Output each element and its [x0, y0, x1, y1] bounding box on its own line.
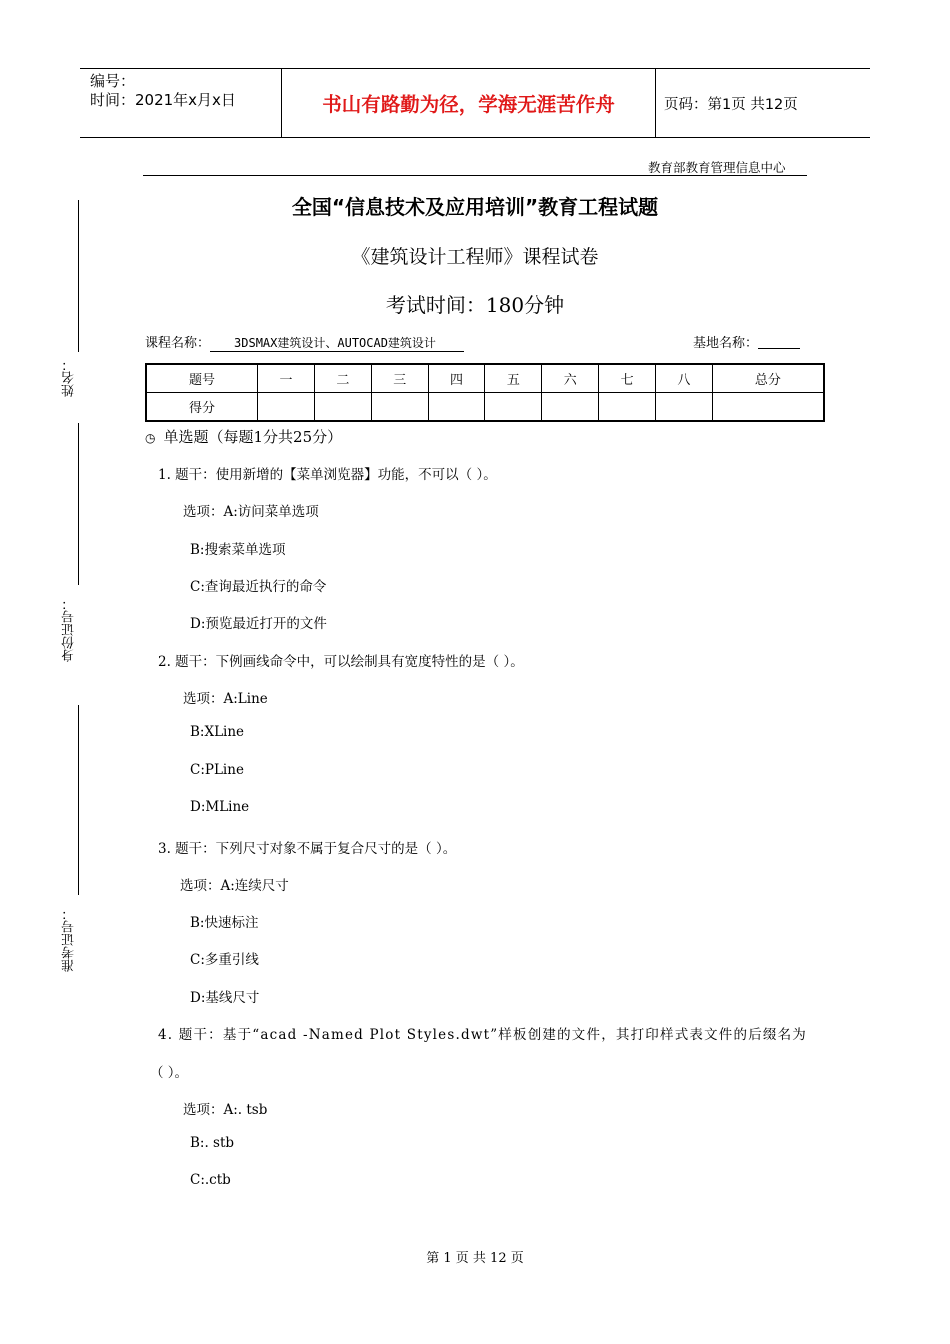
question-option: 选项：A:. tsb: [183, 1102, 268, 1118]
score-input-cell[interactable]: [712, 393, 824, 422]
question-stem: 3. 题干：下列尺寸对象不属于复合尺寸的是（ ）。: [158, 841, 457, 857]
score-table-cell: 题号: [146, 364, 258, 393]
section-heading: [145, 426, 342, 447]
score-table-cell: 总分: [712, 364, 824, 393]
question-option: 选项：A:访问菜单选项: [183, 504, 319, 520]
question-stem: 1. 题干：使用新增的【菜单浏览器】功能，不可以（ ）。: [158, 467, 497, 483]
base-blank: [758, 334, 800, 349]
side-name-label: [60, 355, 90, 400]
header-meta: [90, 72, 236, 110]
question-option: C:.ctb: [190, 1172, 231, 1188]
score-table-cell: 三: [371, 364, 428, 393]
question-stem: 4. 题干：基于“acad -Named Plot Styles.dwt”样板创建的文件，其打印样式表文件的后缀名为: [158, 1027, 808, 1043]
score-input-cell[interactable]: [599, 393, 656, 422]
question-stem: 2. 题干：下例画线命令中，可以绘制具有宽度特性的是（ ）。: [158, 654, 524, 670]
question-option: B:. stb: [190, 1135, 235, 1151]
department-name: 教育部教育管理信息中心: [648, 160, 786, 175]
time-label: 时间：2021年x月x日: [90, 91, 236, 109]
question-option: D:基线尺寸: [190, 990, 260, 1006]
score-table-cell: 一: [258, 364, 315, 393]
exam-time: 考试时间：180分钟: [385, 293, 565, 317]
side-id-label: [60, 590, 90, 670]
page-header: [80, 68, 870, 138]
section-title: 单选题（每题1分共25分）: [163, 428, 343, 446]
side-name-text: 姓名：: [62, 358, 77, 397]
clock-icon: ◷: [145, 431, 156, 445]
question-option: C:PLine: [190, 762, 244, 778]
course-line: [145, 332, 464, 352]
header-page-info: 页码：第1页 共12页: [664, 97, 798, 113]
question-option: C:多重引线: [190, 952, 259, 968]
score-table-cell: 六: [542, 364, 599, 393]
header-divider: [655, 69, 656, 137]
binding-line: [78, 200, 79, 352]
score-table-score-row: [146, 393, 824, 422]
question-option: B:快速标注: [190, 915, 259, 931]
course-value: 3DSMAX建筑设计、AUTOCAD建筑设计: [210, 334, 464, 352]
binding-line: [78, 423, 79, 585]
score-input-cell[interactable]: [314, 393, 371, 422]
side-exam-no-text: 准考证号：: [62, 907, 77, 973]
score-table-cell: 四: [428, 364, 485, 393]
base-label: 基地名称：: [693, 336, 759, 351]
binding-line: [78, 705, 79, 895]
score-table-cell: 七: [599, 364, 656, 393]
side-id-text: 身份证号：: [62, 597, 77, 663]
question-option: B:搜索菜单选项: [190, 542, 286, 558]
number-label: 编号：: [90, 72, 136, 90]
course-paper-title: 《建筑设计工程师》课程试卷: [351, 246, 599, 268]
score-table-cell: 八: [656, 364, 713, 393]
question-stem-continued: （ ）。: [150, 1065, 189, 1081]
question-option: D:预览最近打开的文件: [190, 616, 327, 632]
score-input-cell[interactable]: [542, 393, 599, 422]
score-input-cell[interactable]: [656, 393, 713, 422]
header-motto: 书山有路勤为径，学海无涯苦作舟: [322, 93, 615, 116]
course-label: 课程名称：: [145, 336, 211, 351]
base-line: [693, 332, 800, 351]
question-option: D:MLine: [190, 799, 250, 815]
score-input-cell[interactable]: [371, 393, 428, 422]
question-option: C:查询最近执行的命令: [190, 579, 327, 595]
question-option: B:XLine: [190, 724, 245, 740]
score-input-cell[interactable]: [485, 393, 542, 422]
score-table-cell: 得分: [146, 393, 258, 422]
score-input-cell[interactable]: [258, 393, 315, 422]
side-exam-no-label: [60, 900, 90, 980]
department-rule: [143, 175, 807, 176]
score-table-header-row: [146, 364, 824, 393]
score-input-cell[interactable]: [428, 393, 485, 422]
page-footer: 第 1 页 共 12 页: [426, 1251, 524, 1266]
score-table-cell: 五: [485, 364, 542, 393]
score-table: [145, 363, 825, 422]
question-option: 选项：A:连续尺寸: [180, 878, 289, 894]
exam-main-title: 全国“信息技术及应用培训”教育工程试题: [291, 195, 659, 219]
question-option: 选项：A:Line: [183, 691, 268, 707]
score-table-cell: 二: [314, 364, 371, 393]
